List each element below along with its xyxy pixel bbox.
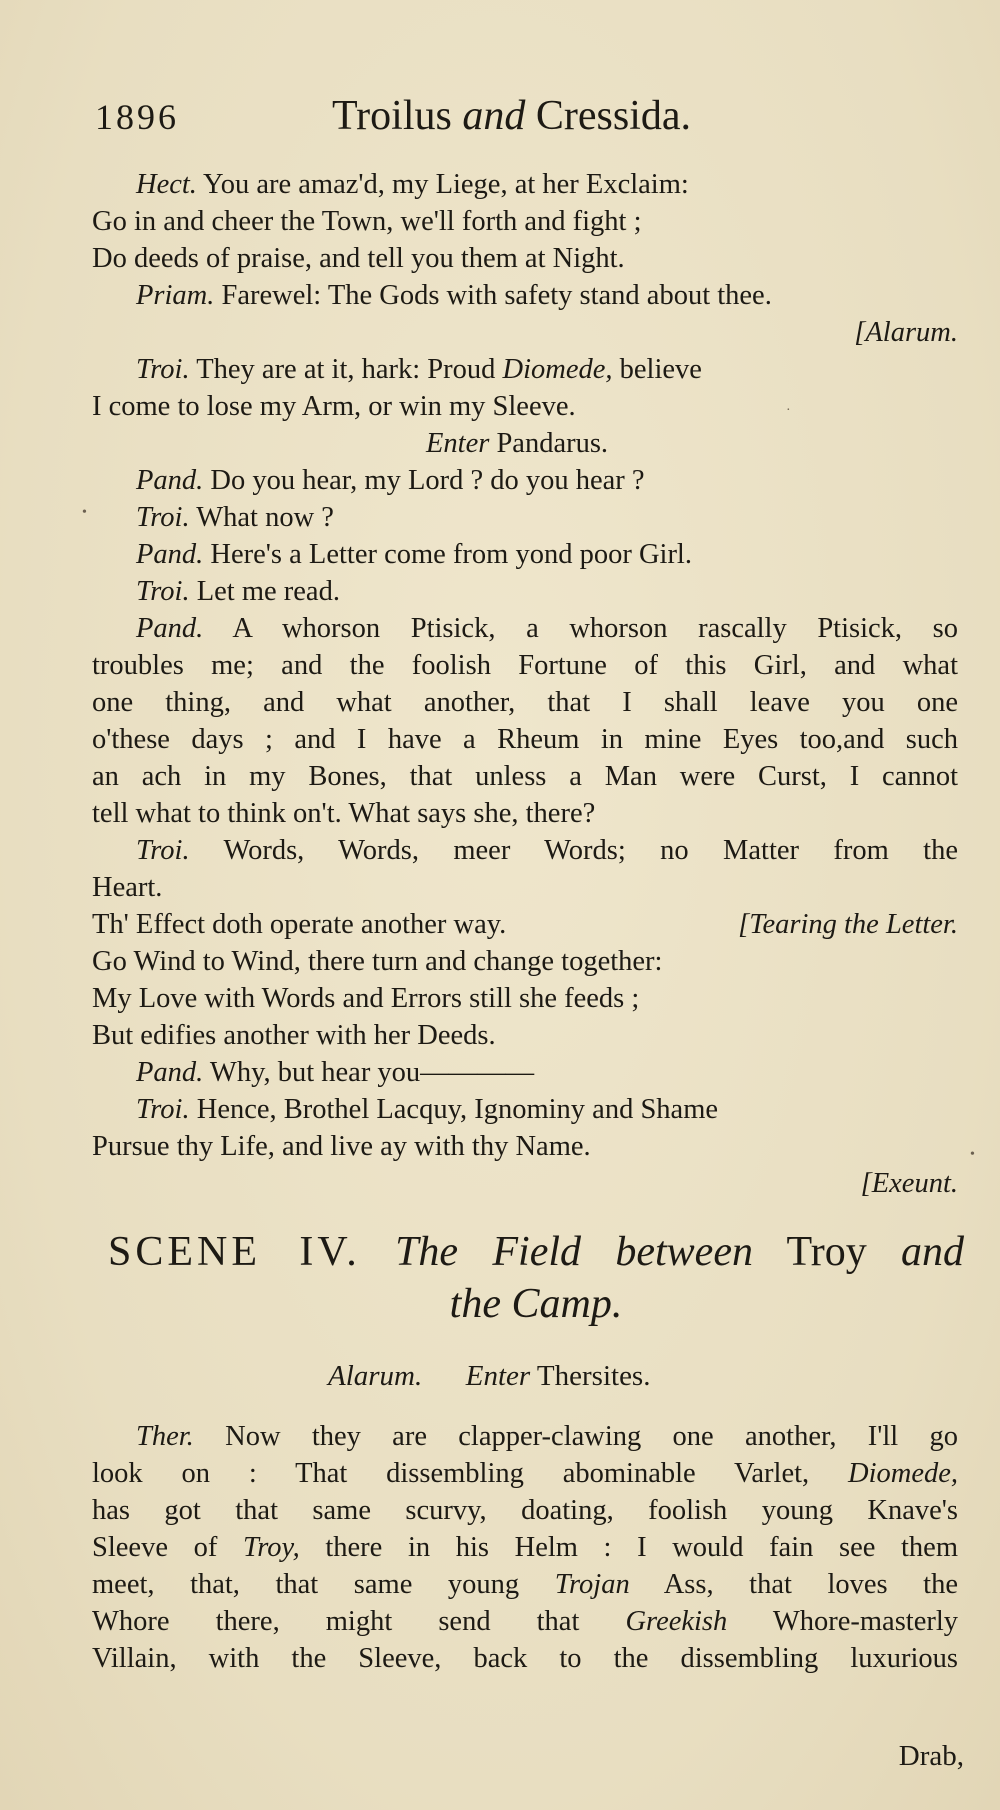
line-text: They are at it, hark: Proud <box>196 354 496 385</box>
alarum-direction: Alarum. <box>328 1360 423 1392</box>
prose-line: o'these days ; and I have a Rheum in mine Eyes too,and such <box>92 724 958 755</box>
enter-word: Enter <box>426 428 490 459</box>
speech-line <box>136 1091 718 1128</box>
speech-line <box>136 166 689 203</box>
verse-line <box>92 388 576 425</box>
character-name: Greekish <box>625 1606 728 1637</box>
speaker-name: Troi. <box>136 354 190 385</box>
prose-line <box>136 1418 958 1455</box>
speaker-name: Troi. <box>136 1094 190 1125</box>
speaker-name: Hect. <box>136 169 197 200</box>
speech-line <box>136 499 334 536</box>
prose-line <box>136 832 958 869</box>
verse-line <box>92 240 625 277</box>
line-text: there in his Helm : I would fain see them <box>325 1532 958 1563</box>
scene-and: and <box>901 1229 965 1275</box>
speaker-name: Pand. <box>136 613 204 644</box>
verse-line: Go Wind to Wind, there turn and change together: <box>92 946 663 977</box>
line-text: Ass, that loves the <box>663 1569 959 1600</box>
line-text: A whorson Ptisick, a whorson rascally Ptisick, so <box>232 613 958 644</box>
title-and: and <box>462 93 526 139</box>
line-text: meet, that, that same young <box>92 1569 520 1600</box>
line-text: Whore-masterly <box>772 1606 959 1637</box>
stage-direction-exeunt: [Exeunt. <box>860 1168 958 1199</box>
line-text: Words, Words, meer Words; no Matter from the <box>223 835 958 866</box>
scene-number: SCENE IV. <box>108 1229 361 1275</box>
verse-line: But edifies another with her Deeds. <box>92 1020 496 1051</box>
prose-line <box>92 1455 958 1492</box>
speech-line <box>136 462 645 499</box>
place-name: Troy, <box>242 1532 300 1563</box>
prose-line: has got that same scurvy, doating, foolish young Knave's <box>92 1495 958 1526</box>
line-text: look on : That dissembling abominable Varlet, <box>92 1458 810 1489</box>
line-text: Let me read. <box>196 576 340 607</box>
verse-line: Th' Effect doth operate another way. <box>92 909 507 940</box>
scene-heading-line <box>108 1228 964 1276</box>
enter-character: Thersites. <box>536 1360 651 1392</box>
enter-character: Pandarus. <box>496 428 609 459</box>
line-text: believe <box>619 354 702 385</box>
line-text: Why, but hear you———— <box>209 1057 535 1088</box>
scene-title: The Field between <box>395 1229 753 1275</box>
speaker-name: Ther. <box>136 1421 194 1452</box>
prose-line <box>92 1529 958 1566</box>
scene-heading <box>108 1228 964 1328</box>
ink-speck: · <box>786 403 791 418</box>
character-name: Diomede, <box>502 354 613 385</box>
line-text: I come to lose my Arm, or win my Sleeve. <box>92 391 576 422</box>
stage-direction-tearing: [Tearing the Letter. <box>738 909 958 940</box>
line-text: You are amaz'd, my Liege, at her Exclaim: <box>203 169 689 200</box>
prose-line: Villain, with the Sleeve, back to the dissembling luxurious <box>92 1643 958 1674</box>
prose-line: tell what to think on't. What says she, there? <box>92 798 596 829</box>
title-troilus: Troilus <box>332 93 452 139</box>
ink-speck: • <box>82 505 87 520</box>
line-text: Whore there, might send that <box>92 1606 580 1637</box>
speech-line <box>136 536 692 573</box>
speech-line <box>136 351 702 388</box>
prose-line: Heart. <box>92 872 163 903</box>
running-title <box>332 92 691 140</box>
speaker-name: Troi. <box>136 502 190 533</box>
verse-line <box>92 203 642 240</box>
catchword: Drab, <box>898 1740 964 1772</box>
speech-line <box>136 1054 534 1091</box>
ink-speck: • <box>970 1147 975 1162</box>
enter-word: Enter <box>465 1360 531 1392</box>
prose-line <box>92 1566 958 1603</box>
line-text: Sleeve of <box>92 1532 218 1563</box>
scene-title-continued: the Camp. <box>449 1281 623 1327</box>
speaker-name: Priam. <box>136 280 215 311</box>
character-name: Trojan <box>554 1569 630 1600</box>
speaker-name: Pand. <box>136 1057 204 1088</box>
speaker-name: Troi. <box>136 835 190 866</box>
verse-line: My Love with Words and Errors still she feeds ; <box>92 983 640 1014</box>
line-text: Now they are clapper-clawing one another, I'll go <box>225 1421 958 1452</box>
speaker-name: Pand. <box>136 465 204 496</box>
character-name: Diomede, <box>848 1458 959 1489</box>
stage-direction-alarum: [Alarum. <box>854 317 958 348</box>
line-text: What now ? <box>196 502 334 533</box>
line-text: Go in and cheer the Town, we'll forth and fight ; <box>92 206 642 237</box>
line-text: Farewel: The Gods with safety stand about thee. <box>221 280 772 311</box>
line-text: Hence, Brothel Lacquy, Ignominy and Shame <box>196 1094 719 1125</box>
prose-line <box>92 1603 958 1640</box>
page-header <box>95 92 955 152</box>
speaker-name: Pand. <box>136 539 204 570</box>
line-text: Do deeds of praise, and tell you them at Night. <box>92 243 625 274</box>
prose-line: troubles me; and the foolish Fortune of this Girl, and what <box>92 650 958 681</box>
line-text: Here's a Letter come from yond poor Girl. <box>210 539 692 570</box>
scene-place: Troy <box>786 1229 867 1275</box>
prose-line <box>136 610 958 647</box>
line-text: Do you hear, my Lord ? do you hear ? <box>210 465 645 496</box>
speech-line <box>136 277 772 314</box>
prose-line: one thing, and what another, that I shall leave you one <box>92 687 958 718</box>
speech-line <box>136 573 340 610</box>
verse-line: Pursue thy Life, and live ay with thy Name. <box>92 1131 591 1162</box>
title-cressida: Cressida. <box>535 93 692 139</box>
speaker-name: Troi. <box>136 576 190 607</box>
page-number: 1896 <box>95 97 179 137</box>
prose-line: an ach in my Bones, that unless a Man were Curst, I cannot <box>92 761 958 792</box>
scene-stage-direction <box>328 1360 650 1393</box>
stage-direction-enter <box>426 425 608 462</box>
